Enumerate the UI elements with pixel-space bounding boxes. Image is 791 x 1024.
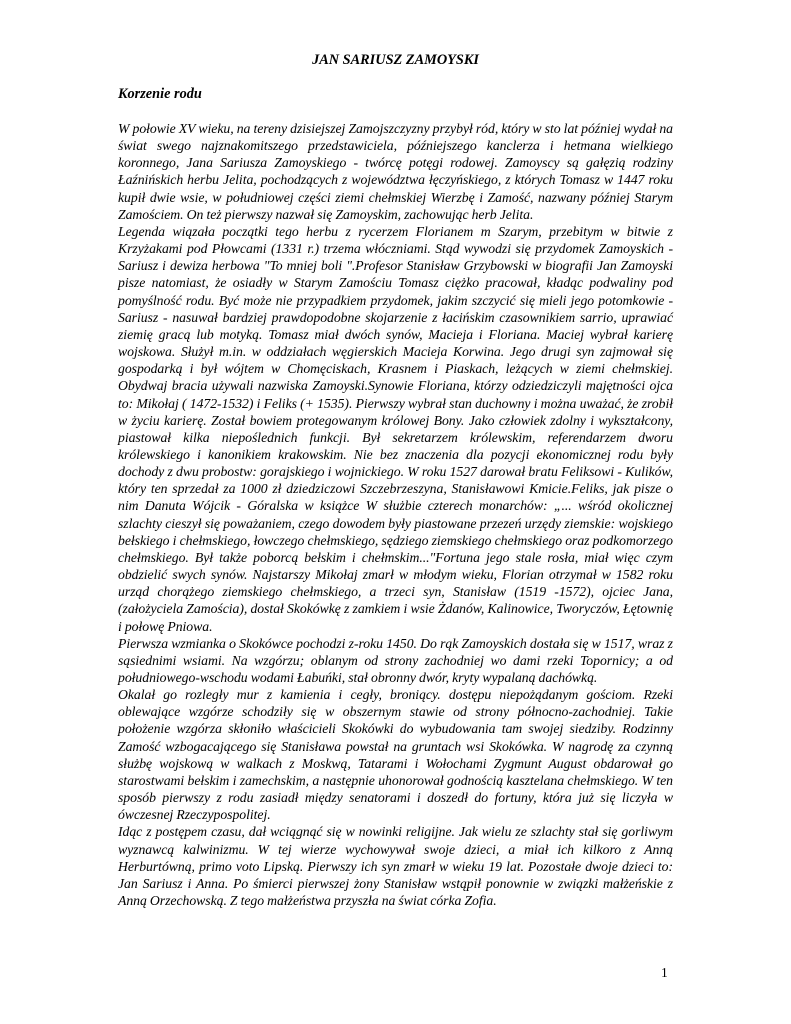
document-title: JAN SARIUSZ ZAMOYSKI (312, 52, 479, 68)
document-body (118, 120, 673, 909)
section-heading: Korzenie rodu (118, 86, 202, 102)
paragraph: Idąc z postępem czasu, dał wciągnąć się w nowinki religijne. Jak wielu ze szlachty stał się gorliwym wyznawcą kalwinizmu. W tej wierze wychowywał swoje dzieci, a miał ich kilkoro z Anną Herburtówną, primo voto Lipską. Pierwszy ich syn zmarł w wieku 19 lat. Pozostałe dwoje dzieci to: Jan Sariusz i Anna. Po śmierci pierwszej żony Stanisław wstąpił ponownie w związki małżeńskie z Anną Orzechowską. Z tego małżeństwa przyszła na świat córka Zofia. (118, 824, 673, 909)
paragraph: Pierwsza wzmianka o Skokówce pochodzi z-roku 1450. Do rąk Zamoyskich dostała się w 1517, wraz z sąsiednimi wsiami. Na wzgórzu; oblanym od strony zachodniej wo dami rzeki Topornicy; a od południowego-wschodu wodami Łabuńki, stał obronny dwór, kryty wypalaną dachówką. (118, 635, 673, 685)
paragraph: W połowie XV wieku, na tereny dzisiejszej Zamojszczyzny przybył ród, który w sto lat później wydał na świat swego najznakomitszego przedstawiciela, późniejszego kanclerza i hetmana wielkiego koronnego, Jana Sariusza Zamoyskiego - twórcę potęgi rodowej. Zamoyscy są gałęzią rodziny Łaźnińskich herbu Jelita, pochodzących z województwa łęczyńskiego, z których Tomasz w 1447 roku kupił dwie wsie, w południowej części ziemi chełmskiej Wierzbę i Zamość, nazwany później Starym Zamościem. On też pierwszy nazwał się Zamoyskim, zachowując herb Jelita. (118, 121, 673, 222)
paragraph: Legenda wiązała początki tego herbu z rycerzem Florianem m Szarym, przebitym w bitwie z Krzyżakami pod Płowcami (1331 r.) trzema włóczniami. Stąd wywodzi się przydomek Zamoyskich - Sariusz i dewiza herbowa "To mniej boli ".Profesor Stanisław Grzybowski w biografii Jan Zamoyski pisze natomiast, że osiadły w Starym Zamościu Tomasz ciężko pracował, kładąc podwaliny pod pomyślność rodu. Być może nie przypadkiem przydomek, jakim szczycić się mieli jego potomkowie - Sariusz - nasuwał bardziej prawdopodobne skojarzenie z łacińskim czasownikiem sarrio, uprawiać ziemię gracą lub motyką. Tomasz miał dwóch synów, Macieja i Floriana. Maciej wybrał karierę wojskowa. Służył m.in. w oddziałach węgierskich Macieja Korwina. Jego drugi syn zajmował się gospodarką i był wójtem w Chomęciskach, Krasnem i Piaskach, leżących w ziemi chełmskiej. Obydwaj bracia używali nazwiska Zamoyski.Synowie Floriana, którzy odziedziczyli majętności ojca to: Mikołaj ( 1472-1532) i Feliks (+ 1535). Pierwszy wybrał stan duchowny i można uważać, że zrobił w życiu karierę. Został bowiem protegowanym królowej Bony. Jako człowiek zdolny i wykształcony, piastował kilka niepoślednich funkcji. Był sekretarzem królewskim, referendarzem dworu królewskiego i kanonikiem krakowskim. Nie bez znaczenia dla pozycji ekonomicznej rodu były dochody z dwu probostw: gorajskiego i wojnickiego. W roku 1527 darował bratu Feliksowi - Kulików, który ten sprzedał za 1000 zł dziedziczowi Szczebrzeszyna, Stanisławowi Kmicie.Feliks, jak pisze o nim Danuta Wójcik - Góralska w książce W służbie czterech monarchów: „... wśród okolicznej szlachty cieszył się poważaniem, czego dowodem były piastowane przezeń urzędy ziemskie: wojskiego bełskiego i chełmskiego, łowczego chełmskiego, sędziego ziemskiego chełmskiego oraz podkomorzego chełmskiego. Był także poborcą bełskim i chełmskim..."Fortuna jego stale rosła, miał więc czym obdzielić swych synów. Najstarszy Mikołaj zmarł w młodym wieku, Florian otrzymał w 1582 roku urząd chorążego ziemskiego chełmskiego, a trzeci syn, Stanisław (1519 -1572), ojciec Jana, (założyciela Zamościa), dostał Skokówkę z zamkiem i wsie Żdanów, Kalinowice, Tworyczów, Łętownię i połowę Pniowa. (118, 223, 673, 634)
paragraph: Okalał go rozległy mur z kamienia i cegły, broniący. dostępu niepożądanym gościom. Rzeki oblewające wzgórze schodziły się w obszernym stawie od strony północno-zachodniej. Takie położenie wzgórza skłoniło właścicieli Skokówki do wybudowania tam swojej siedziby. Rodzinny Zamość wzbogacającego się Stanisława powstał na gruntach wsi Skokówka. W nagrodę za czynną służbę wojskową w walkach z Moskwą, Tatarami i Wołochami Zygmunt August obdarował go starostwami bełskim i zamechskim, a następnie uhonorował godnością kasztelana chełmskiego. W ten sposób pierwszy z rodu zasiadł między senatorami i doszedł do fortuny, która już się liczyła w ówczesnej Rzeczypospolitej. (118, 687, 673, 823)
page-number: 1 (661, 965, 668, 980)
